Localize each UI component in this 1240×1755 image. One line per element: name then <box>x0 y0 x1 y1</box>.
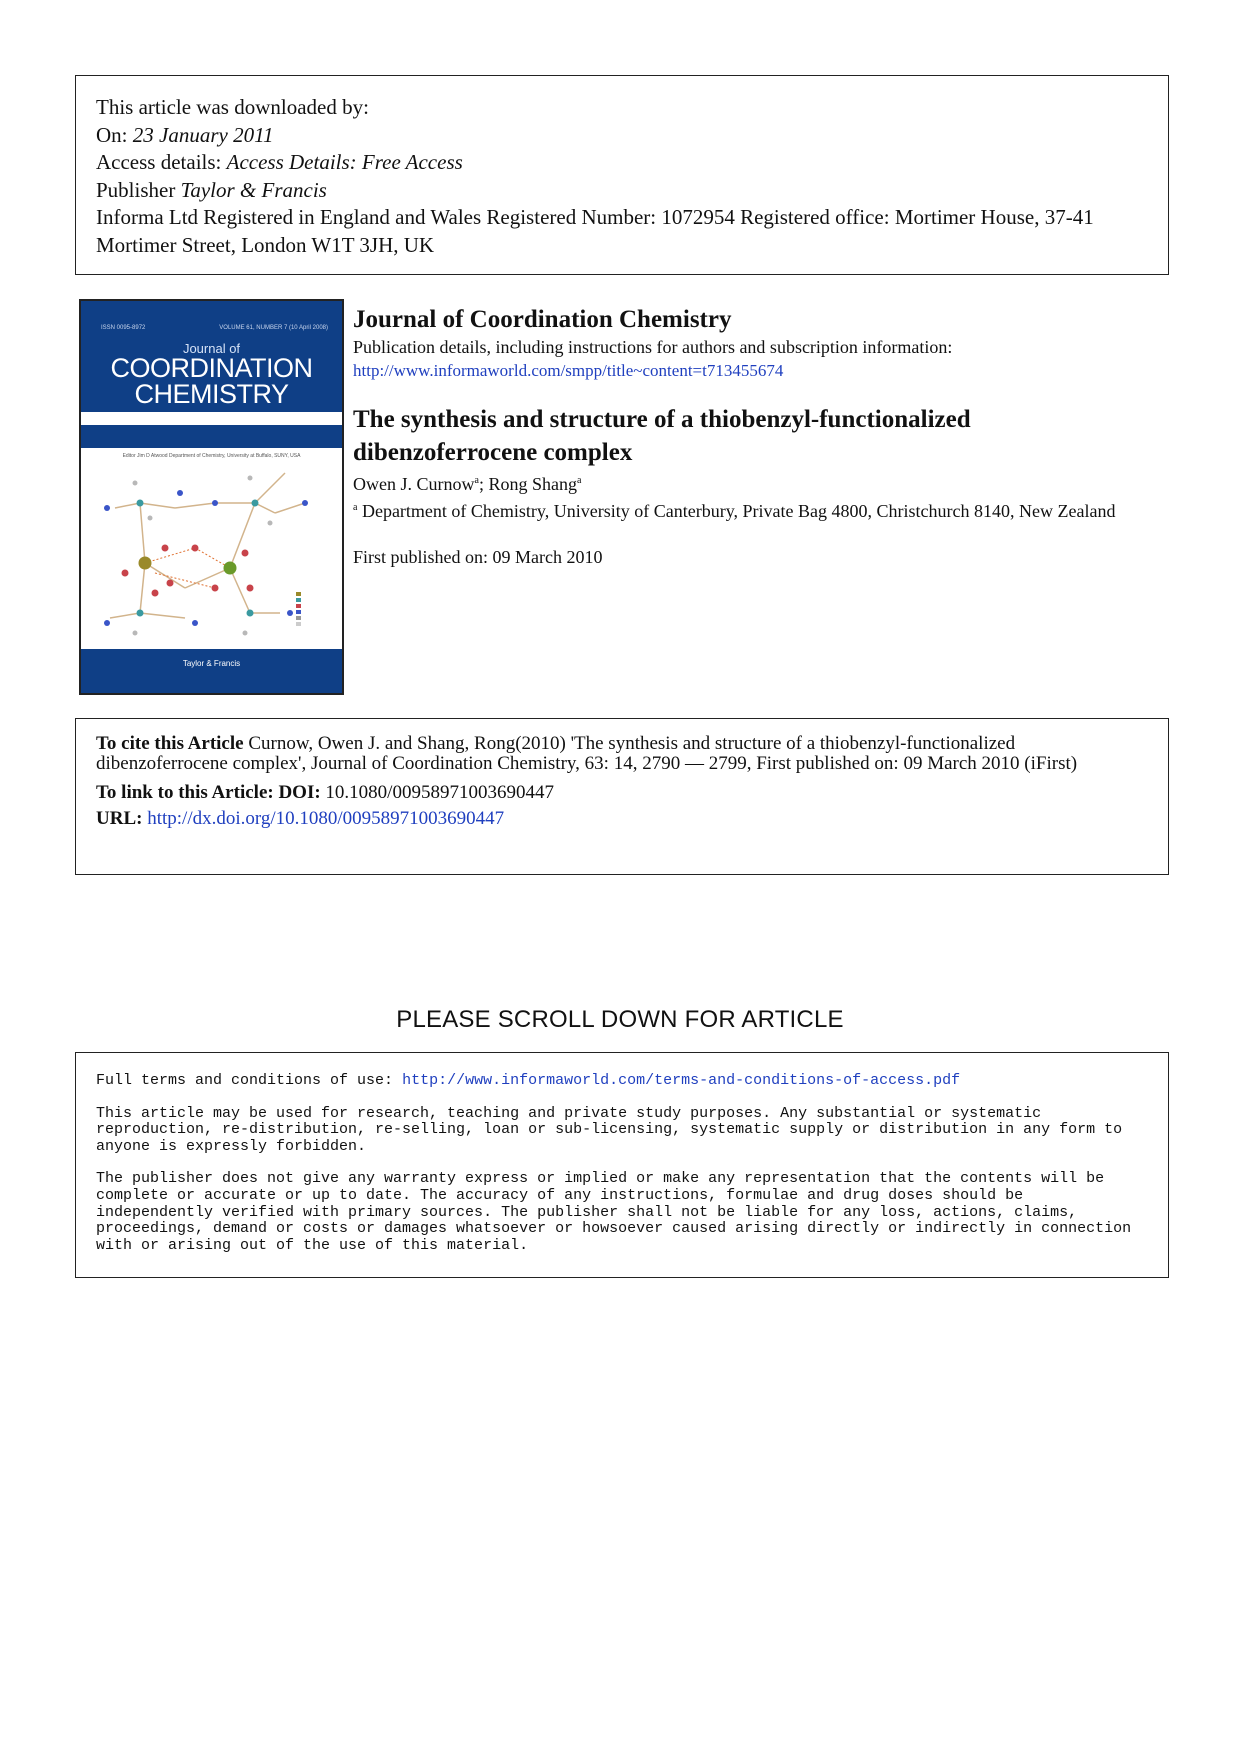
cover-publisher-logo: Taylor & Francis <box>182 659 241 668</box>
author-1-affiliation-mark: a <box>474 475 479 486</box>
affiliation-mark: a <box>353 502 358 513</box>
publisher-value: Taylor & Francis <box>180 177 327 202</box>
article-authors: Owen J. Curnow$^a$; Rong Shang$^a$ <box>353 474 582 494</box>
cite-body: Curnow, Owen J. and Shang, Rong(2010) 'The synthesis and structure of a thiobenzyl-functionalized dibenzoferrocene complex', Journal of Coordination Chemistry, 63: 14, 2790 — 2799, First published on: 09 March 2010 (iFirst) <box>96 733 1078 774</box>
article-title: The synthesis and structure of a thiobenzyl-functionalized dibenzoferrocene complex <box>353 406 971 466</box>
cover-issn: ISSN 0095-8972 <box>101 325 146 331</box>
publication-details: Publication details, including instructions for authors and subscription information: <box>353 337 953 357</box>
doi-line <box>96 780 1148 806</box>
access-label: Access details: <box>96 150 227 174</box>
terms-line <box>96 1073 1148 1090</box>
affiliation-text: Department of Chemistry, University of Canterbury, Private Bag 4800, Christchurch 8140, New Zealand <box>357 501 1116 521</box>
terms-label: Full terms and conditions of use: <box>96 1072 403 1089</box>
cover-name-line2: CHEMISTRY <box>134 379 289 409</box>
cover-journal-name <box>81 355 342 407</box>
access-details-line <box>96 149 1148 177</box>
author-1: Owen J. Curnow <box>353 474 475 494</box>
citation-text <box>96 734 1148 774</box>
citation-box <box>75 718 1169 875</box>
cover-volume: VOLUME 61, NUMBER 7 (10 April 2008) <box>219 325 328 331</box>
molecule-structure-icon <box>95 463 315 643</box>
journal-url-link[interactable]: http://www.informaworld.com/smpp/title~content=t713455674 <box>353 361 784 380</box>
journal-title: Journal of Coordination Chemistry <box>353 306 732 333</box>
on-label: On: <box>96 122 133 147</box>
doi-url-line <box>96 806 1148 832</box>
terms-url-link[interactable]: http://www.informaworld.com/terms-and-conditions-of-access.pdf <box>402 1072 961 1089</box>
author-2-affiliation-mark: a <box>576 475 582 486</box>
cite-label: To cite this Article <box>96 733 244 754</box>
cover-name-line1: COORDINATION <box>110 353 313 383</box>
publisher-line <box>96 177 1148 205</box>
journal-article-info <box>353 305 1173 569</box>
doi-url-link[interactable]: http://dx.doi.org/10.1080/00958971003690447 <box>147 808 505 829</box>
doi-label: To link to this Article: DOI: <box>96 782 321 803</box>
cover-top-band <box>81 301 342 412</box>
journal-cover-image <box>79 299 344 695</box>
downloaded-by-line: This article was downloaded by: <box>96 95 369 119</box>
download-info-box <box>75 75 1169 275</box>
author-affiliation <box>353 496 1153 523</box>
first-published-date: First published on: 09 March 2010 <box>353 547 603 567</box>
terms-box <box>75 1052 1169 1278</box>
cover-bottom-band <box>81 649 342 693</box>
cover-journal-of: Journal of <box>182 341 241 356</box>
terms-paragraph-disclaimer: The publisher does not give any warranty express or implied or make any representation that the contents will be complete or accurate or up to date. The accuracy of any instructions, formulae and drug doses should be independently verified with primary sources. The publisher shall not be liable for any loss, actions, claims, proceedings, demand or costs or damages whatsoever or howsoever caused arising directly or indirectly in connection with or arising out of the use of this material. <box>96 1170 1132 1254</box>
terms-paragraph-usage: This article may be used for research, teaching and private study purposes. Any substantial or systematic reproduction, re-distribution, re-selling, loan or sub-licensing, systematic supply or distribution in any form to anyone is expressly forbidden. <box>96 1104 1123 1155</box>
access-value: Access Details: Free Access <box>226 150 463 174</box>
download-date-line <box>96 122 1148 150</box>
cover-mid-band <box>81 425 342 448</box>
author-2: Rong Shang <box>488 474 577 494</box>
cover-editor: Editor Jim D Atwood Department of Chemistry, University at Buffalo, SUNY, USA <box>122 453 301 459</box>
download-date: 23 January 2011 <box>132 122 274 147</box>
publisher-label: Publisher <box>96 177 181 202</box>
registered-office-line: Informa Ltd Registered in England and Wales Registered Number: 1072954 Registered office: Mortimer House, 37-41 Mortimer Street, London W1T 3JH, UK <box>96 205 1094 257</box>
scroll-down-notice: PLEASE SCROLL DOWN FOR ARTICLE <box>396 1006 844 1033</box>
url-label: URL: <box>96 808 143 829</box>
doi-value: 10.1080/00958971003690447 <box>320 782 554 803</box>
